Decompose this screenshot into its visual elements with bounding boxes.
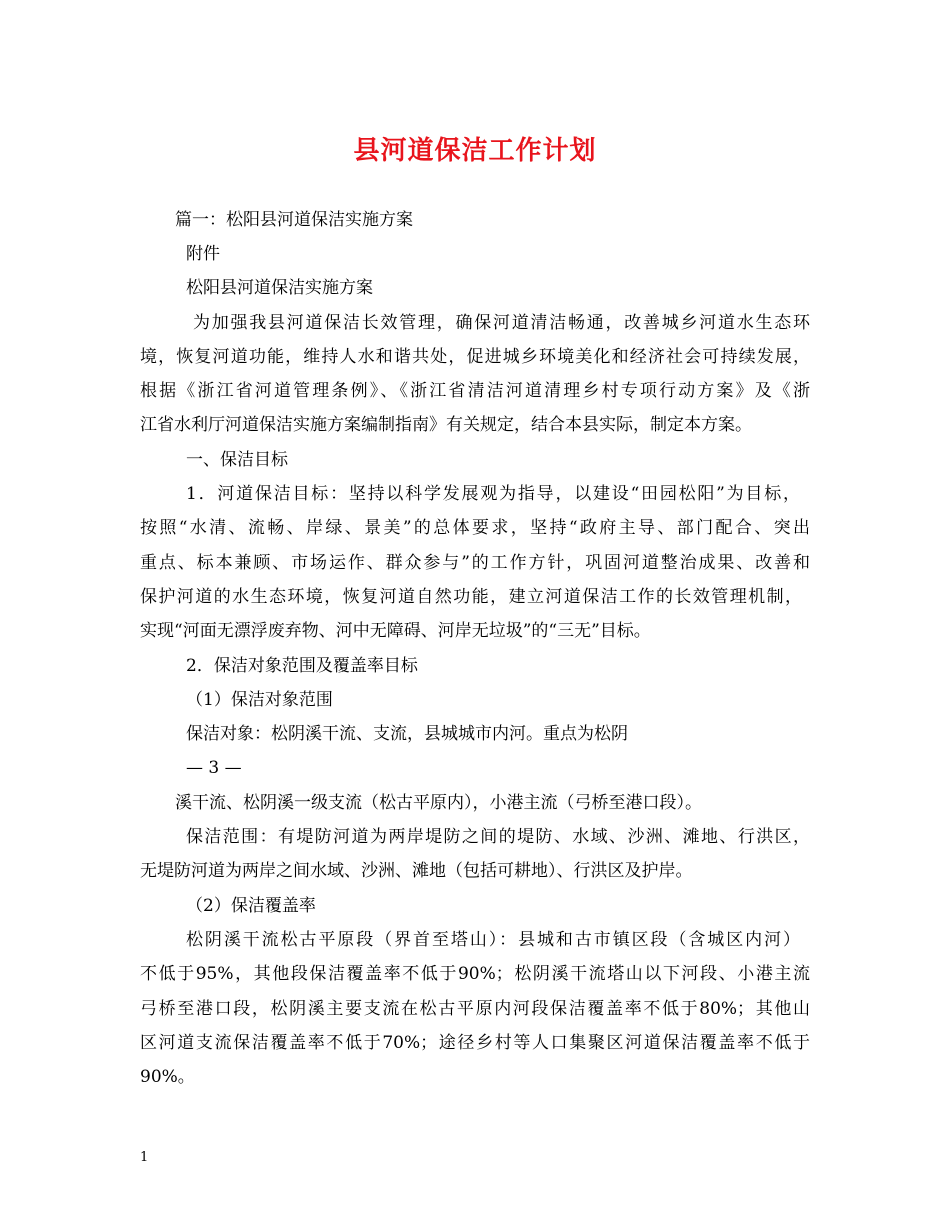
paragraph-line: 实现“河面无漂浮废弃物、河中无障碍、河岸无垃圾”的“三无”目标。	[140, 621, 651, 641]
page-number: 1	[140, 1150, 149, 1165]
document-title: 县河道保洁工作计划	[353, 136, 597, 166]
heading-goals: 一、保洁目标	[186, 450, 288, 470]
paragraph-line: 松阴溪干流松古平原段（界首至塔山）：县城和古市镇区段（含城区内河）	[186, 930, 800, 950]
subheading-scope: 2．保洁对象范围及覆盖率目标	[186, 656, 418, 676]
paragraph-line: 江省水利厅河道保洁实施方案编制指南》有关规定，结合本县实际，制定本方案。	[140, 415, 752, 435]
paragraph-line: 溪干流、松阴溪一级支流（松古平原内），小港主流（弓桥至港口段）。	[175, 793, 702, 813]
paragraph-line: 保护河道的水生态环境，恢复河道自然功能，建立河道保洁工作的长效管理机制，	[140, 587, 802, 607]
annex-label: 附件	[186, 244, 220, 264]
paragraph-line: 为加强我县河道保洁长效管理，确保河道清洁畅通，改善城乡河道水生态环	[193, 313, 810, 333]
paragraph-line: 区河道支流保洁覆盖率不低于70%；途径乡村等人口集聚区河道保洁覆盖率不低于	[140, 1033, 810, 1053]
subheading-objects: （1）保洁对象范围	[186, 690, 333, 710]
paragraph-line: 按照“水清、流畅、岸绿、景美”的总体要求，坚持“政府主导、部门配合、突出	[140, 518, 810, 538]
paragraph-line: 重点、标本兼顾、市场运作、群众参与”的工作方针，巩固河道整治成果、改善和	[140, 553, 810, 573]
inner-page-marker: — 3 —	[186, 758, 242, 778]
paragraph-line: 境，恢复河道功能，维持人水和谐共处，促进城乡环境美化和经济社会可持续发展，	[140, 347, 810, 367]
plan-title: 松阳县河道保洁实施方案	[186, 278, 373, 298]
paragraph-line: 不低于95%，其他段保洁覆盖率不低于90%；松阴溪干流塔山以下河段、小港主流	[140, 964, 810, 984]
subheading-coverage: （2）保洁覆盖率	[186, 896, 316, 916]
paragraph-line: 无堤防河道为两岸之间水域、沙洲、滩地（包括可耕地）、行洪区及护岸。	[140, 861, 693, 881]
section-heading: 篇一：松阳县河道保洁实施方案	[175, 210, 413, 230]
paragraph-line: 保洁对象：松阴溪干流、支流，县城城市内河。重点为松阴	[186, 724, 628, 744]
paragraph-line: 1．河道保洁目标：坚持以科学发展观为指导，以建设“田园松阳”为目标，	[186, 484, 800, 504]
paragraph-line: 90%。	[140, 1067, 195, 1087]
paragraph-line: 保洁范围：有堤防河道为两岸堤防之间的堤防、水域、沙洲、滩地、行洪区，	[186, 827, 810, 847]
paragraph-line: 弓桥至港口段，松阴溪主要支流在松古平原内河段保洁覆盖率不低于80%；其他山	[140, 999, 810, 1019]
paragraph-line: 根据《浙江省河道管理条例》、《浙江省清洁河道清理乡村专项行动方案》及《浙	[140, 381, 810, 401]
